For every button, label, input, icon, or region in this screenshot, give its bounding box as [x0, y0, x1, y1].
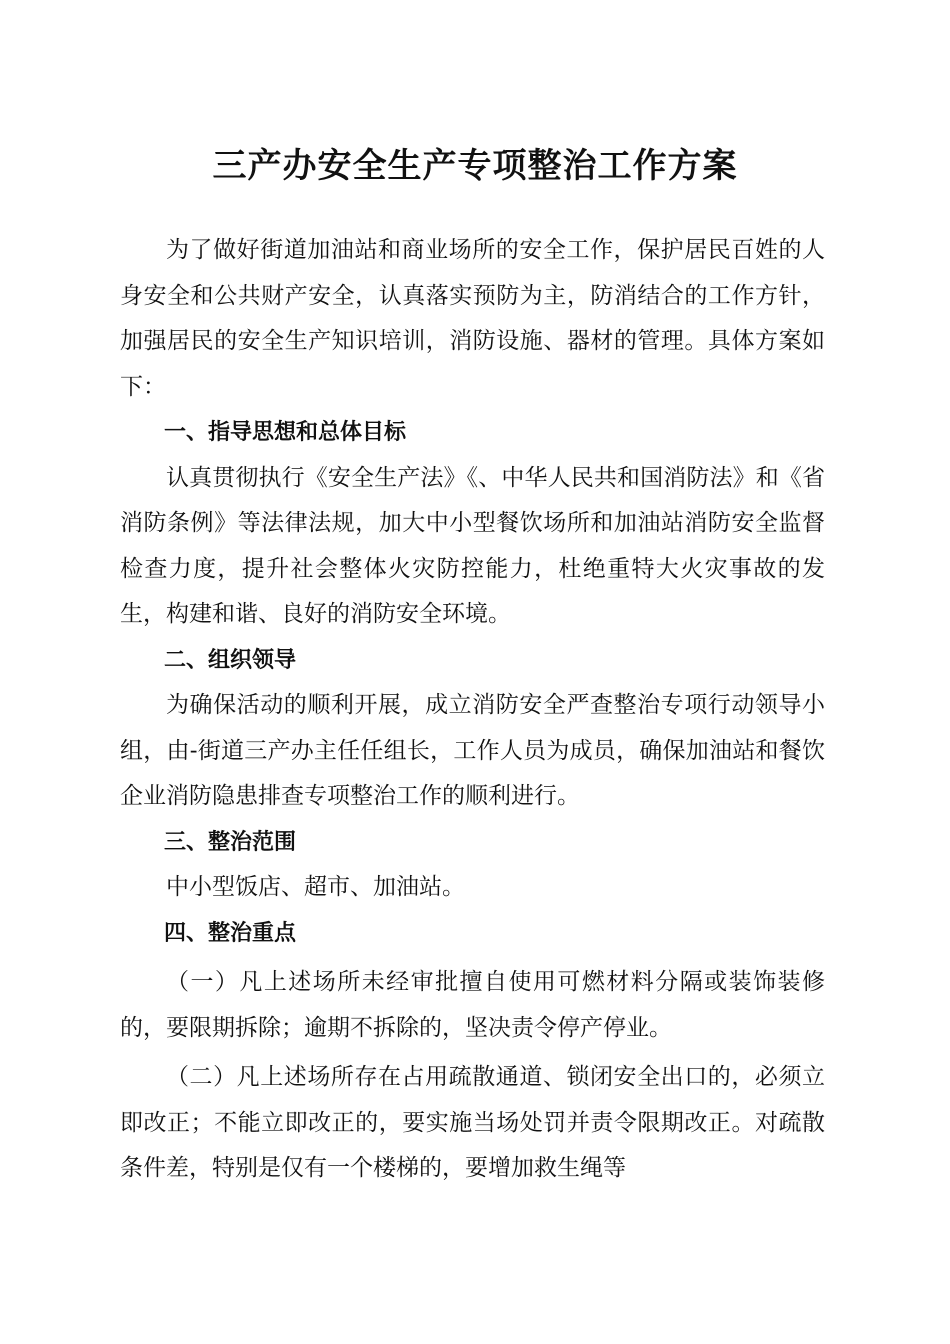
section-heading-guiding-ideology: 一、指导思想和总体目标 [164, 420, 407, 445]
document-title: 三产办安全生产专项整治工作方案 [212, 146, 738, 186]
key-point-item: （一）凡上述场所未经审批擅自使用可燃材料分隔或装饰装修的，要限期拆除；逾期不拆除的，坚决责令停产停业。 [120, 969, 825, 1041]
section-heading-organization: 二、组织领导 [164, 647, 297, 673]
section-body-scope: 中小型饭店、超市、加油站。 [166, 874, 465, 900]
section-heading-key-points: 四、整治重点 [164, 920, 297, 946]
intro-paragraph: 为了做好街道加油站和商业场所的安全工作，保护居民百姓的人身安全和公共财产安全，认真落实预防为主，防消结合的工作方针，加强居民的安全生产知识培训，消防设施、器材的管理。具体方案如下： [120, 237, 825, 400]
section-body-organization: 为确保活动的顺利开展，成立消防安全严查整治专项行动领导小组，由-街道三产办主任任组长，工作人员为成员，确保加油站和餐饮企业消防隐患排查专项整治工作的顺利进行。 [120, 692, 825, 809]
section-body-guiding-ideology: 认真贯彻执行《安全生产法》《、中华人民共和国消防法》和《省消防条例》等法律法规，加大中小型餐饮场所和加油站消防安全监督检查力度，提升社会整体火灾防控能力，杜绝重特大火灾事故的发生，构建和谐、良好的消防安全环境。 [120, 464, 825, 627]
section-heading-scope: 三、整治范围 [164, 829, 297, 855]
key-point-item: （二）凡上述场所存在占用疏散通道、锁闭安全出口的，必须立即改正；不能立即改正的，要实施当场处罚并责令限期改正。对疏散条件差，特别是仅有一个楼梯的，要增加救生绳等 [120, 1064, 825, 1181]
document-body [120, 228, 825, 1192]
